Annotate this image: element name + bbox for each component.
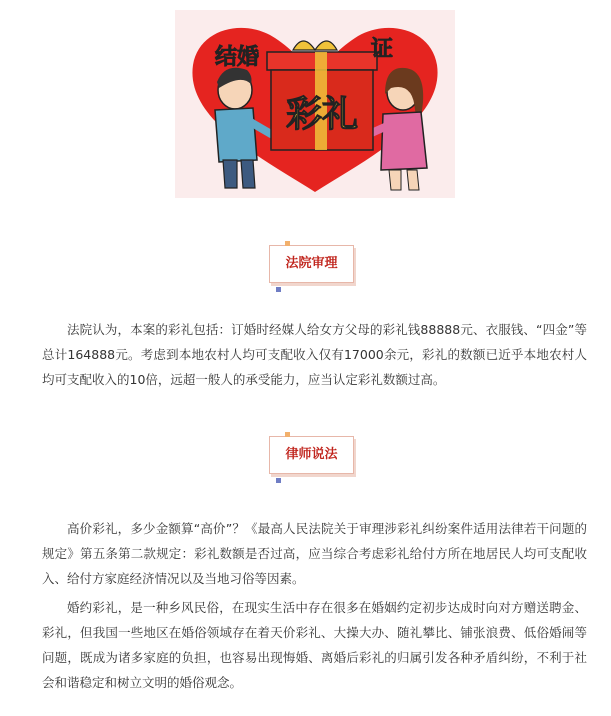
section-heading-court-review — [269, 245, 354, 283]
paragraph-court-opinion: 法院认为，本案的彩礼包括：订婚时经媒人给女方父母的彩礼钱88888元、衣服钱、“四金”等总计164888元。考虑到本地农村人均可支配收入仅有17000余元，彩礼的数额已近乎本地农村人均可支配收入的10倍，远超一般人的承受能力，应当认定彩礼数额过高。 — [42, 322, 587, 387]
illustration-headline-left: 结婚 — [215, 45, 260, 70]
heading-title: 律师说法 — [285, 447, 338, 462]
illustration-headline-right: 证 — [371, 37, 394, 62]
heading-accent-blue — [276, 478, 281, 483]
paragraph-high-bride-price: 高价彩礼，多少金额算“高价”？《最高人民法院关于审理涉彩礼纠纷案件适用法律若干问题的规定》第五条第二款规定：彩礼数额是否过高，应当综合考虑彩礼给付方所在地居民人均可支配收入、给付方家庭经济情况以及当地习俗等因素。 — [42, 521, 587, 586]
paragraph-marriage-custom: 婚约彩礼，是一种乡风民俗，在现实生活中存在很多在婚姻约定初步达成时向对方赠送聘金、彩礼，但我国一些地区在婚俗领域存在着天价彩礼、大操大办、随礼攀比、铺张浪费、低俗婚闹等问题，既成为诸多家庭的负担，也容易出现悔婚、离婚后彩礼的归属引发各种矛盾纠纷，不利于社会和谐稳定和树立文明的婚俗观念。 — [42, 600, 587, 690]
heading-title: 法院审理 — [285, 256, 338, 271]
section-heading-lawyer-commentary — [269, 436, 354, 474]
illustration-svg — [175, 10, 455, 198]
heading-accent-blue — [276, 287, 281, 292]
illustration-box-text: 彩礼 — [285, 94, 359, 135]
bride-price-illustration — [175, 10, 455, 198]
